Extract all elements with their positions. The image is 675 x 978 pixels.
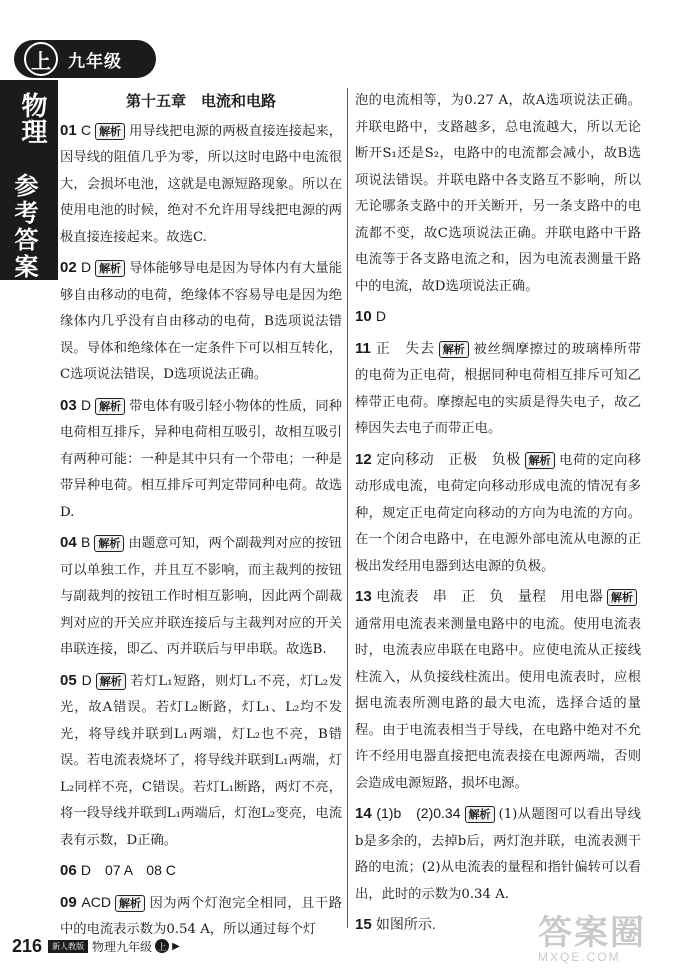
question-number: 13 [355, 588, 372, 605]
grade-tag [14, 40, 156, 78]
analysis-text: 若灯L₁短路，则灯L₁不亮，灯L₂发光，故A错误。若灯L₂断路，灯L₁、L₂均不发光，将导线并联到L₁两端，灯L₂也不亮，B错误。若电流表烧坏了，将导线并联到L₁两端，灯L₂同样不亮，C错误。若灯L₁断路，两灯不亮，将一段导线并联到L₁两端后，灯泡L₂变亮，电流表有示数，D正确。 [60, 673, 343, 848]
question-number: 04 [60, 534, 77, 551]
publisher-logo: 新人教版 [48, 940, 88, 953]
analysis-text: 通常用电流表来测量电路中的电流。使用电流表时，电流表应串联在电路中。应使电流从正接线柱流入，从负接线柱流出。使用电流表时，应根据电流表所测电路的最大电流，选择合适的量程。由于电流表相当于导线，在电路中绝对不允许不经用电器直接把电流表接在电源两端，否则会造成电源短路，损坏电源。 [355, 616, 641, 791]
answer-item [355, 800, 641, 908]
analysis-badge: 解析 [115, 895, 145, 912]
answer-item [355, 335, 641, 443]
page-number: 216 [12, 935, 43, 956]
volume-mark: 上 [155, 939, 169, 953]
question-number: 01 [60, 121, 77, 139]
analysis-text: 泡的电流相等，为0.27 A，故A选项说法正确。并联电路中，支路越多，总电流越大，所以无论断开S₁还是S₂，电路中的电流都会减小，故B选项说法错误。并联电路中各支路互不影响，所以无论哪条支路中的开关断开，另一条支路中的电流都不变，故C选项说法正确。并联电路中干路电流等于各支路电流之和，因为电流表测量干路中的电流，故D选项说法正确。 [355, 93, 641, 294]
answer-choice: 如图所示. [375, 916, 436, 932]
answer-choice: C [80, 121, 92, 138]
column-divider [347, 88, 348, 928]
answer-choice: D 07 A 08 C [80, 862, 176, 878]
question-number: 11 [355, 339, 371, 357]
analysis-badge: 解析 [94, 535, 124, 552]
arrow-right-icon: ▶ [172, 940, 180, 952]
question-number: 15 [355, 916, 372, 933]
analysis-badge: 解析 [95, 123, 125, 140]
analysis-badge: 解析 [96, 673, 126, 690]
subject-label: 物理 [17, 92, 47, 144]
analysis-badge: 解析 [95, 398, 125, 415]
answer-choice: (1)b (2)0.34 [376, 805, 461, 821]
section-label: 参考答案 [10, 173, 39, 281]
question-number: 12 [355, 450, 372, 468]
analysis-text: 因为两个灯泡完全相同，且干路中的电流表示数为0.54 A，所以通过每个灯 [60, 895, 342, 937]
analysis-badge: 解析 [95, 260, 125, 277]
answer-item [60, 254, 342, 389]
analysis-text: 用导线把电源的两极直接连接起来，因导线的阻值几乎为零，所以这时电路中电流很大，会损坏电池，这就是电源短路现象。所以在使用电池的时候，绝对不允许用导线把电源的两极直接连接起来。故选C. [60, 123, 343, 245]
watermark [538, 905, 668, 965]
analysis-badge: 解析 [525, 452, 555, 469]
answer-item [355, 88, 641, 300]
analysis-badge: 解析 [439, 341, 469, 358]
answer-item [355, 446, 641, 581]
analysis-badge: 解析 [465, 806, 495, 823]
question-number: 14 [355, 805, 372, 822]
analysis-text: 电荷的定向移动形成电流，电荷定向移动形成电流的情况有多种，规定正电荷定向移动的方向为电流的方向。在一个闭合电路中，在电源外部电流从电源的正极出发经用电器到达电源的负极。 [355, 452, 641, 574]
answer-choice: ACD [81, 893, 111, 910]
answer-item [60, 529, 342, 664]
answer-choice: 电流表 串 正 负 量程 用电器 [376, 588, 604, 604]
chapter-title: 第十五章 电流和电路 [125, 92, 276, 110]
answer-choice: 正 失去 [375, 339, 435, 356]
analysis-text: 带电体有吸引轻小物体的性质，同种电荷相互排斥，异种电荷相互吸引，故相互吸引有两种可能：一种是其中只有一个带电；一种是带异种电荷。相互排斥可判定带同种电荷。故选D. [60, 398, 343, 520]
page-footer [12, 935, 272, 957]
answer-choice: D [375, 308, 387, 324]
answer-item [60, 857, 342, 886]
question-number: 09 [60, 893, 77, 911]
grade-label: 九年级 [68, 51, 122, 72]
answer-choice: D [80, 396, 92, 413]
term-mark: 上 [24, 42, 58, 76]
section-spine [0, 165, 58, 280]
answer-item [355, 303, 641, 332]
right-column [355, 88, 641, 943]
analysis-text: 导体能够导电是因为导体内有大量能够自由移动的电荷，绝缘体不容易导电是因为绝缘体内几乎没有自由移动的电荷，B选项说法错误。导体和绝缘体在一定条件下可以相互转化，C选项说法错误，D选项说法正确。 [60, 261, 343, 382]
answer-choice: D [80, 259, 92, 275]
answer-item [355, 583, 641, 797]
answer-item [60, 667, 342, 855]
question-number: 03 [60, 396, 77, 414]
analysis-badge: 解析 [607, 589, 637, 606]
watermark-url: MXQE.COM [538, 950, 621, 964]
question-number: 06 [60, 862, 77, 879]
book-title: 物理九年级 [92, 939, 153, 954]
analysis-text: 由题意可知，两个副裁判对应的按钮可以单独工作，并且互不影响，而主裁判的按钮与副裁判的按钮工作时相互影响，因此两个副裁判对应的开关应并联连接后与主裁判对应的开关串联连接，即乙、丙并联后与甲串联。故选B. [60, 536, 343, 657]
question-number: 05 [60, 671, 77, 689]
question-number: 02 [60, 259, 77, 276]
answer-item [60, 117, 342, 252]
question-number: 10 [355, 308, 372, 325]
answer-item [60, 392, 342, 527]
answer-choice: D [81, 671, 92, 688]
answer-choice: B [80, 534, 91, 550]
watermark-main: 答案圈 [538, 913, 646, 953]
left-column [60, 88, 342, 947]
analysis-text: (1)从题图可以看出导线b是多余的，去掉b后，两灯泡并联，电流表测干路的电流；(2)从电流表的量程和指针偏转可以看出，此时的示数为0.34 A. [355, 807, 641, 902]
answer-choice: 定向移动 正极 负极 [376, 450, 521, 467]
analysis-text: 被丝绸摩擦过的玻璃棒所带的电荷为正电荷，根据同种电荷相互排斥可知乙棒带正电荷。摩擦起电的实质是得失电子，故乙棒因失去电子而带正电。 [355, 341, 641, 436]
